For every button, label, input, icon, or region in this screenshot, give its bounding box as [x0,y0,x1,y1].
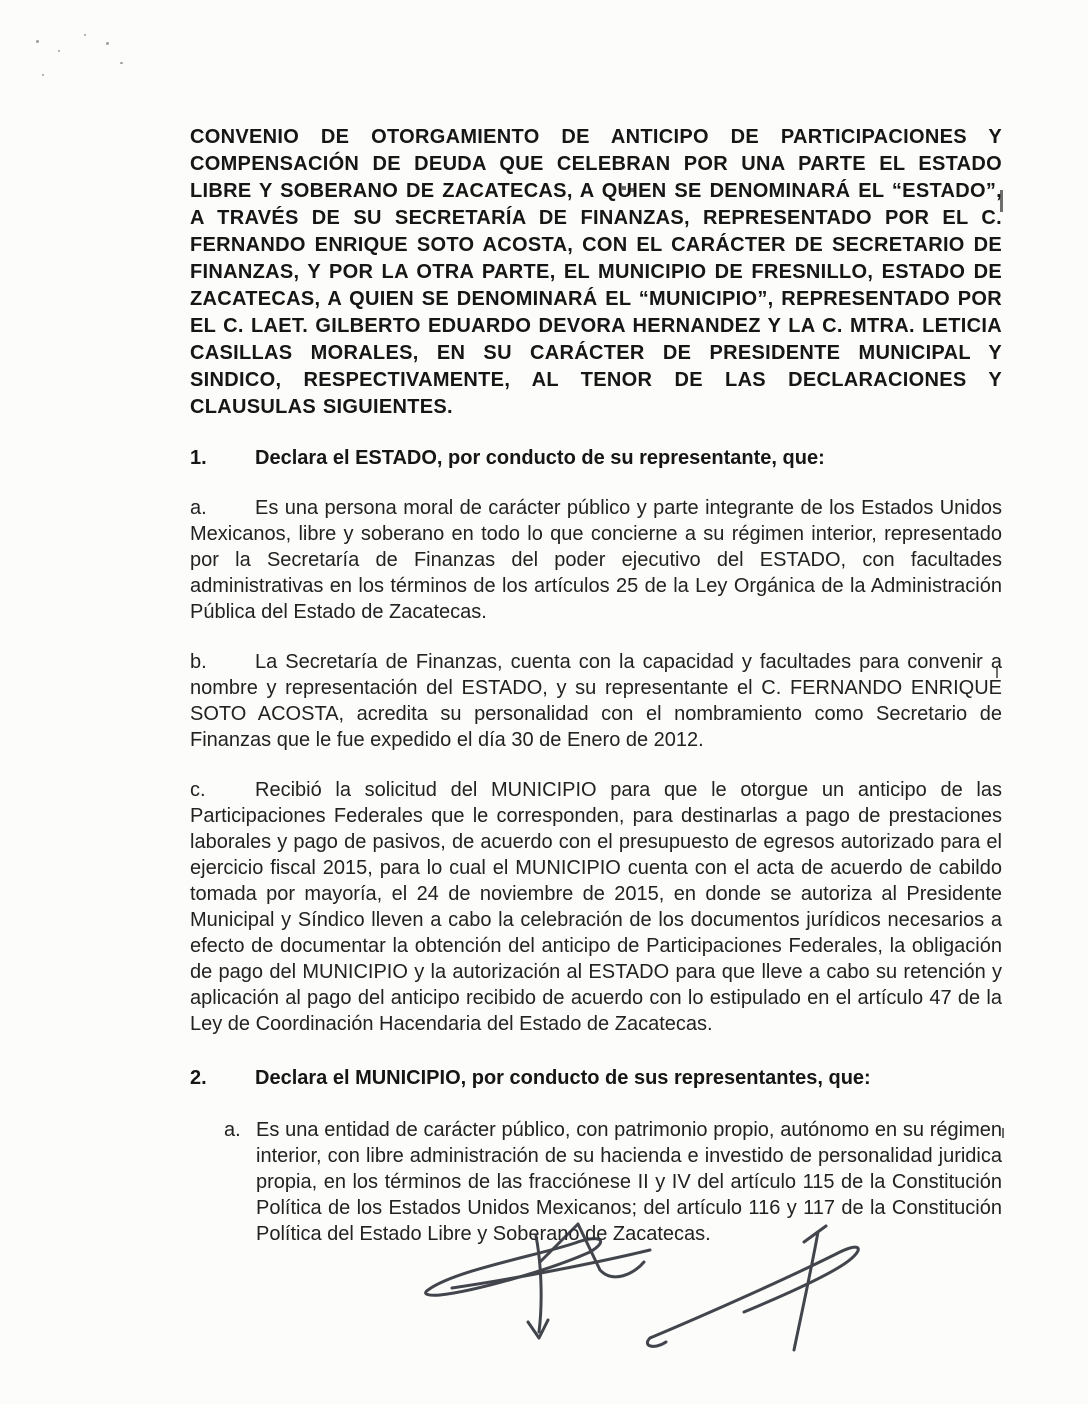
scan-artifact [58,50,60,52]
clause-1b-text: La Secretaría de Finanzas, cuenta con la capacidad y facultades para convenir a nombre y representación del ESTADO, y su representante el C. FERNANDO ENRIQUE SOTO ACOSTA, acredita su personalidad con el nombramiento como Secretario de Finanzas que le fue expedido el día 30 de Enero de 2012. [190,651,1002,751]
clause-2a-text: Es una entidad de carácter público, con patrimonio propio, autónomo en su régimen interior, con libre administración de su hacienda e investido de personalidad juridica propia, en los términos de las fracciónese II y IV del artículo 115 de la Constitución Política de los Estados Unidos Mexicanos; del artículo 116 y 117 de la Constitución Política del Estado Libre y Soberano de Zacatecas. [256,1119,1002,1245]
section-2-heading [190,1065,1002,1091]
clause-1a-label: a. [190,497,207,519]
clause-1c-label: c. [190,779,206,801]
document-body [190,124,1002,1247]
scan-artifact [42,74,44,76]
clause-1b [190,649,1002,753]
section-2-number: 2. [190,1067,207,1089]
clause-1a [190,495,1002,625]
scan-artifact [1002,1128,1004,1138]
title-paragraph: CONVENIO DE OTORGAMIENTO DE ANTICIPO DE PARTICIPACIONES Y COMPENSACIÓN DE DEUDA QUE CELEBRAN POR UNA PARTE EL ESTADO LIBRE Y SOBERANO DE ZACATECAS, A QUIEN SE DENOMINARÁ EL “ESTADO”, A TRAVÉS DE SU SECRETARÍA DE FINANZAS, REPRESENTADO POR EL C. FERNANDO ENRIQUE SOTO ACOSTA, CON EL CARÁCTER DE SECRETARIO DE FINANZAS, Y POR LA OTRA PARTE, EL MUNICIPIO DE FRESNILLO, ESTADO DE ZACATECAS, A QUIEN SE DENOMINARÁ EL “MUNICIPIO”, REPRESENTADO POR EL C. LAET. GILBERTO EDUARDO DEVORA HERNANDEZ Y LA C. MTRA. LETICIA CASILLAS MORALES, EN SU CARÁCTER DE PRESIDENTE MUNICIPAL Y SINDICO, RESPECTIVAMENTE, AL TENOR DE LAS DECLARACIONES Y CLAUSULAS SIGUIENTES. [190,126,1002,418]
clause-1a-text: Es una persona moral de carácter público y parte integrante de los Estados Unidos Mexicanos, libre y soberano en todo lo que concierne a su régimen interior, representado por la Secretaría de Finanzas del poder ejecutivo del ESTADO, con facultades administrativas en los términos de los artículos 25 de la Ley Orgánica de la Administración Pública del Estado de Zacatecas. [190,497,1002,623]
clause-2a-label: a. [224,1119,241,1141]
scan-artifact [36,40,39,43]
section-1-heading [190,445,1002,471]
clause-2a [190,1117,1002,1247]
clause-1b-label: b. [190,651,207,673]
scan-artifact [84,34,86,36]
clause-1c [190,777,1002,1037]
scan-artifact [120,62,123,64]
scan-artifact [106,42,109,45]
section-2-heading-text: Declara el MUNICIPIO, por conducto de sus representantes, que: [255,1067,871,1089]
clause-1c-text: Recibió la solicitud del MUNICIPIO para que le otorgue un anticipo de las Participaciones Federales que le corresponden, para destinarlas a pago de prestaciones laborales y pago de pasivos, de acuerdo con el presupuesto de egresos autorizado para el ejercicio fiscal 2015, para lo cual el MUNICIPIO cuenta con el acta de acuerdo de cabildo tomada por mayoría, el 24 de noviembre de 2015, en donde se autoriza al Presidente Municipal y Síndico lleven a cabo la celebración de los documentos jurídicos necesarios a efecto de documentar la obtención del anticipo de Participaciones Federales, la obligación de pago del MUNICIPIO y la autorización al ESTADO para que lleve a cabo su retención y aplicación al pago del anticipo recibido de acuerdo con lo estipulado en el artículo 47 de la Ley de Coordinación Hacendaria del Estado de Zacatecas. [190,779,1002,1035]
section-1-heading-text: Declara el ESTADO, por conducto de su representante, que: [255,447,825,469]
section-1-number: 1. [190,447,207,469]
